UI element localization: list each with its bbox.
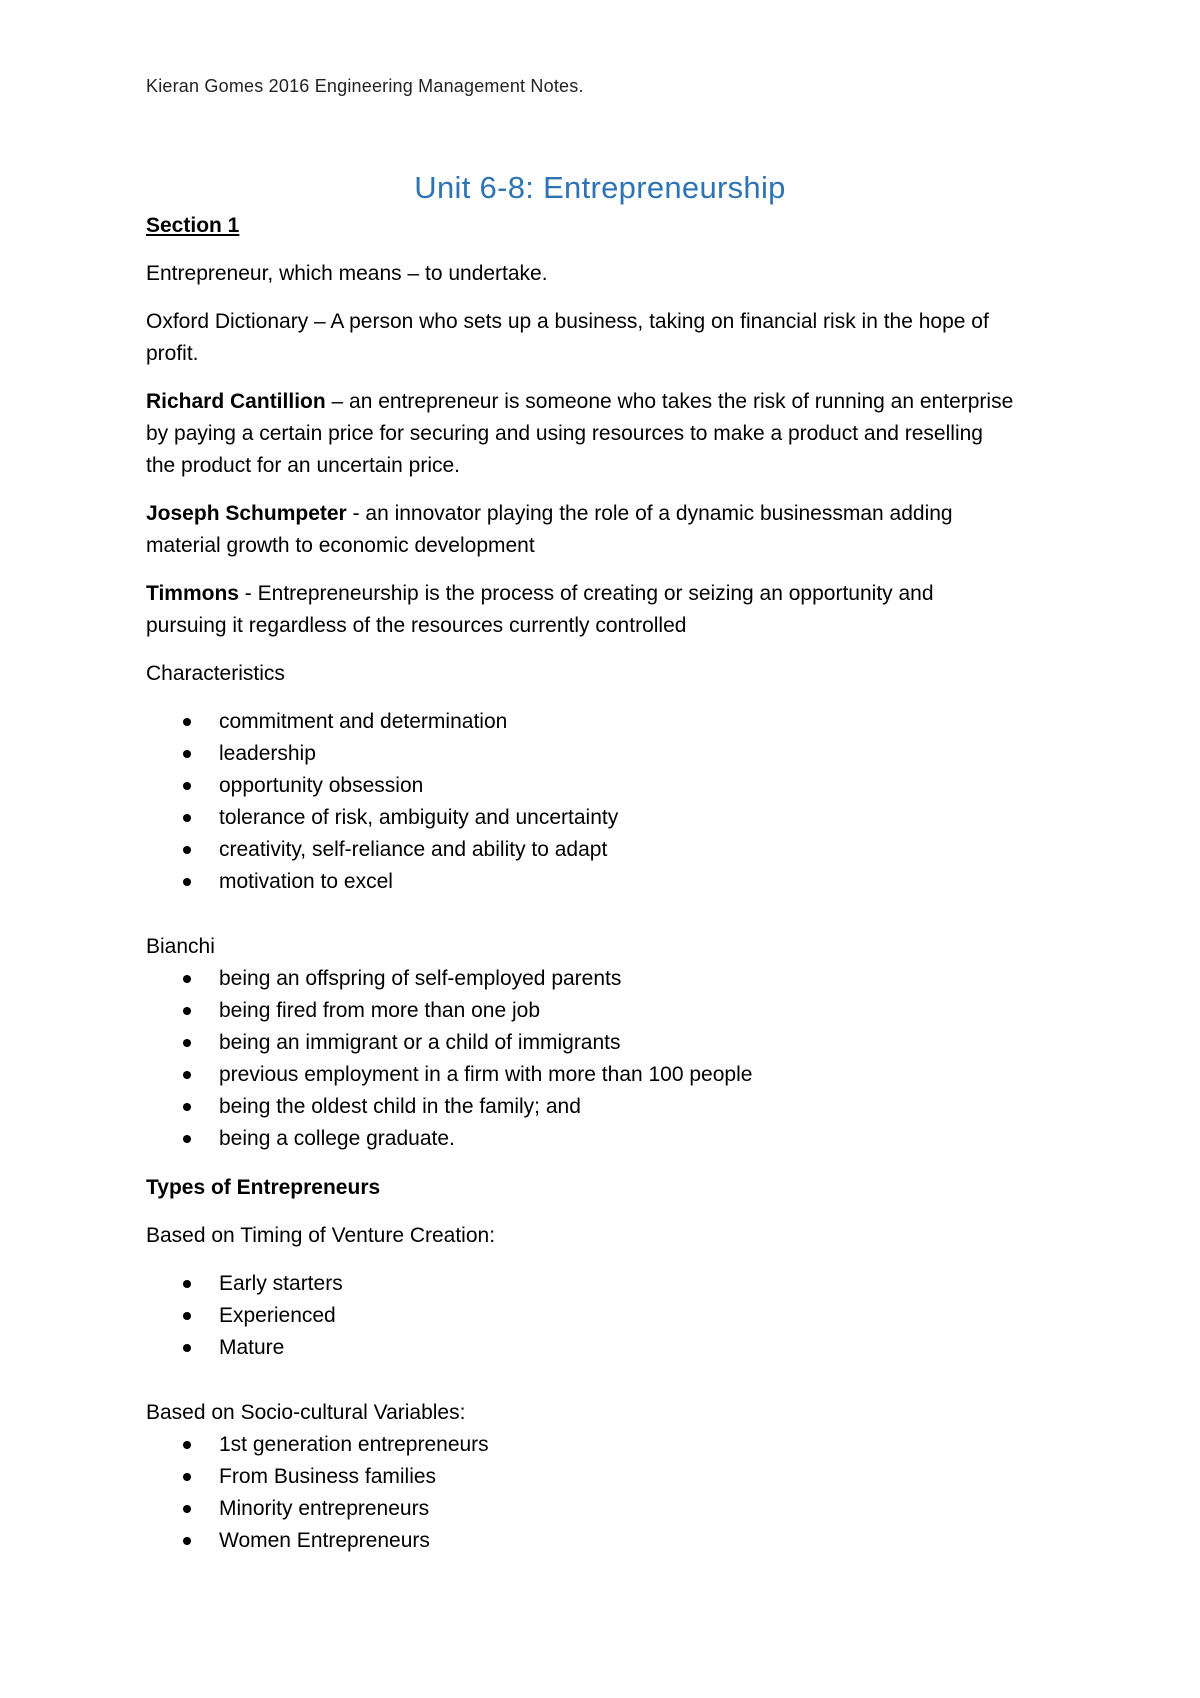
timing-list — [146, 1268, 343, 1364]
list-item — [146, 770, 618, 802]
characteristics-heading: Characteristics — [146, 662, 285, 685]
page-title: Unit 6-8: Entrepreneurship — [414, 170, 786, 205]
sociocultural-list — [146, 1429, 489, 1557]
bullet-icon — [183, 1537, 191, 1545]
list-item-text: commitment and determination — [219, 710, 508, 733]
bullet-icon — [183, 1071, 191, 1079]
list-item — [146, 738, 618, 770]
list-item — [146, 706, 618, 738]
entrepreneur-definition: Entrepreneur, which means – to undertake. — [146, 262, 548, 285]
timmons-text: - Entrepreneurship is the process of creating or seizing an opportunity and — [238, 582, 934, 605]
list-item — [146, 802, 618, 834]
schumpeter-name: Joseph Schumpeter — [146, 502, 347, 525]
bullet-icon — [183, 878, 191, 886]
list-item — [146, 1525, 489, 1557]
bullet-icon — [183, 1344, 191, 1352]
list-item-text: Early starters — [219, 1272, 343, 1295]
list-item-text: previous employment in a firm with more than 100 people — [219, 1063, 753, 1086]
bullet-icon — [183, 1135, 191, 1143]
list-item-text: being an immigrant or a child of immigrants — [219, 1031, 621, 1054]
bullet-icon — [183, 1039, 191, 1047]
timing-heading: Based on Timing of Venture Creation: — [146, 1224, 496, 1247]
list-item-text: tolerance of risk, ambiguity and uncertainty — [219, 806, 619, 829]
oxford-definition-line-1: Oxford Dictionary – A person who sets up a business, taking on financial risk in the hope of — [146, 310, 989, 333]
bullet-icon — [183, 1473, 191, 1481]
list-item — [146, 1493, 489, 1525]
list-item-text: From Business families — [219, 1465, 437, 1488]
bullet-icon — [183, 1007, 191, 1015]
bullet-icon — [183, 782, 191, 790]
cantillion-definition-line-1 — [146, 386, 1013, 418]
bullet-icon — [183, 1312, 191, 1320]
bullet-icon — [183, 750, 191, 758]
oxford-definition-line-2: profit. — [146, 342, 199, 365]
bullet-icon — [183, 846, 191, 854]
list-item-text: 1st generation entrepreneurs — [219, 1433, 489, 1456]
list-item — [146, 834, 618, 866]
bullet-icon — [183, 975, 191, 983]
list-item-text: motivation to excel — [219, 870, 393, 893]
bullet-icon — [183, 1441, 191, 1449]
sociocultural-heading: Based on Socio-cultural Variables: — [146, 1401, 466, 1424]
list-item — [146, 1268, 343, 1300]
list-item-text: leadership — [219, 742, 316, 765]
list-item-text: being fired from more than one job — [219, 999, 541, 1022]
list-item — [146, 1027, 752, 1059]
list-item-text: creativity, self-reliance and ability to adapt — [219, 838, 608, 861]
timmons-definition-line-1 — [146, 578, 934, 610]
list-item — [146, 1300, 343, 1332]
list-item-text: Minority entrepreneurs — [219, 1497, 430, 1520]
bianchi-list — [146, 963, 752, 1155]
bullet-icon — [183, 1280, 191, 1288]
section-heading: Section 1 — [146, 214, 240, 237]
schumpeter-text: - an innovator playing the role of a dynamic businessman adding — [346, 502, 953, 525]
list-item-text: opportunity obsession — [219, 774, 424, 797]
bullet-icon — [183, 1103, 191, 1111]
list-item-text: being the oldest child in the family; and — [219, 1095, 581, 1118]
list-item-text: being a college graduate. — [219, 1127, 455, 1150]
list-item — [146, 866, 618, 898]
bullet-icon — [183, 1505, 191, 1513]
types-heading: Types of Entrepreneurs — [146, 1176, 381, 1199]
timmons-definition-line-2: pursuing it regardless of the resources currently controlled — [146, 614, 687, 637]
characteristics-list — [146, 706, 618, 898]
bullet-icon — [183, 814, 191, 822]
schumpeter-definition-line-1 — [146, 498, 953, 530]
cantillion-definition-line-3: the product for an uncertain price. — [146, 454, 461, 477]
list-item — [146, 1059, 752, 1091]
list-item — [146, 963, 752, 995]
cantillion-name: Richard Cantillion — [146, 390, 326, 413]
cantillion-text: – an entrepreneur is someone who takes the risk of running an enterprise — [325, 390, 1014, 413]
list-item-text: Mature — [219, 1336, 285, 1359]
list-item — [146, 1429, 489, 1461]
list-item-text: Women Entrepreneurs — [219, 1529, 430, 1552]
list-item — [146, 995, 752, 1027]
list-item — [146, 1332, 343, 1364]
list-item — [146, 1123, 752, 1155]
schumpeter-definition-line-2: material growth to economic development — [146, 534, 535, 557]
list-item — [146, 1461, 489, 1493]
bullet-icon — [183, 718, 191, 726]
cantillion-definition-line-2: by paying a certain price for securing and using resources to make a product and reselling — [146, 422, 983, 445]
list-item-text: Experienced — [219, 1304, 336, 1327]
header-note: Kieran Gomes 2016 Engineering Management Notes. — [146, 76, 584, 96]
list-item-text: being an offspring of self-employed parents — [219, 967, 622, 990]
bianchi-heading: Bianchi — [146, 935, 215, 958]
list-item — [146, 1091, 752, 1123]
timmons-name: Timmons — [146, 582, 239, 605]
